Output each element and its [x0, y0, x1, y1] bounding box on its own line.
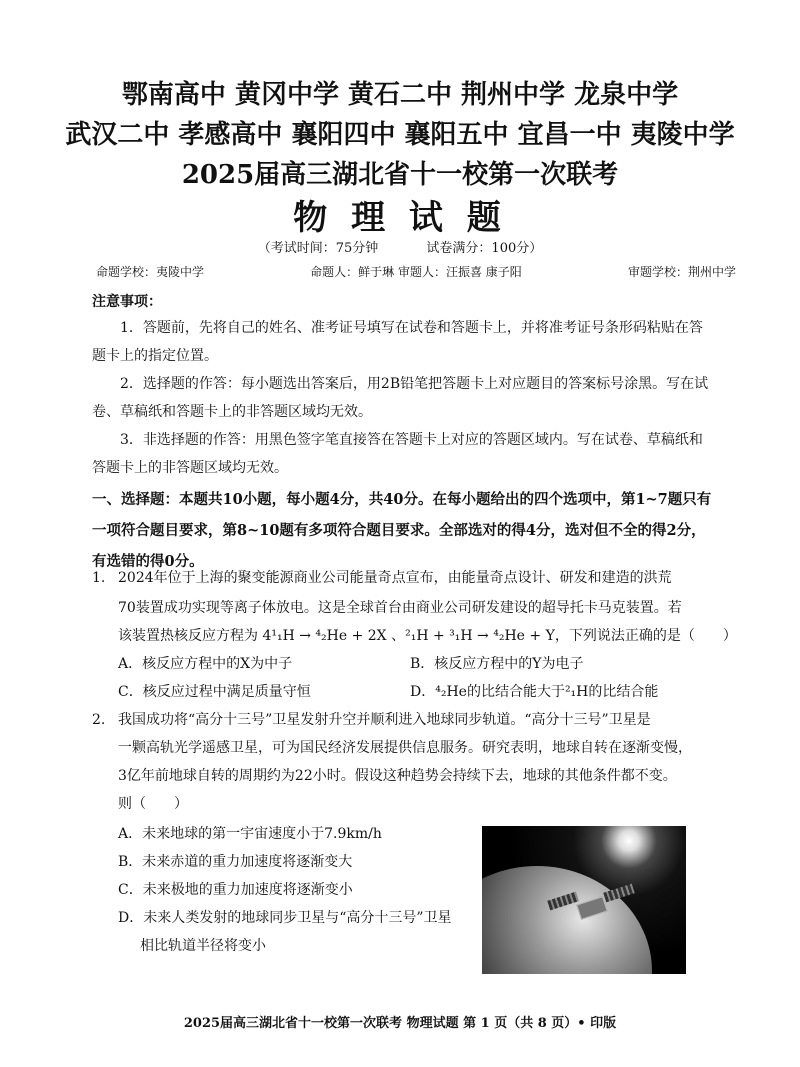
- exam-time: （考试时间：75分钟: [257, 241, 379, 256]
- q2-line-1: 我国成功将“高分十三号”卫星发射升空并顺利进入地球同步轨道。“高分十三号”卫星是: [118, 712, 651, 728]
- q2-number: 2.: [92, 712, 106, 728]
- note-3: 3．非选择题的作答：用黑色签字笔直接答在答题卡上对应的答题区域内。写在试卷、草稿纸和答题卡上的非答题区域均无效。: [92, 432, 703, 476]
- author-names: 命题人：鲜于琳 审题人：汪振喜 康子阳: [310, 265, 522, 279]
- earth-globe: [482, 866, 652, 974]
- q1-option-b: B．核反应方程中的Y为电子: [410, 656, 584, 672]
- q1-line-2: 70装置成功实现等离子体放电。这是全球首台由商业公司研发建设的超导托卡马克装置。若: [118, 600, 682, 616]
- q2-line-3: 3亿年前地球自转的周期约为22小时。假设这种趋势会持续下去，地球的其他条件都不变。: [118, 768, 677, 784]
- author-school: 命题学校：夷陵中学: [96, 265, 205, 279]
- q2-option-a: A．未来地球的第一宇宙速度小于7.9km/h: [118, 826, 382, 842]
- authors-line: [96, 263, 736, 280]
- exam-score: 试卷满分：100分）: [426, 241, 543, 256]
- q1-option-a: A．核反应方程中的X为中子: [118, 656, 293, 672]
- q2-line-4: 则（ ）: [118, 796, 188, 812]
- q1-number: 1.: [92, 570, 106, 586]
- q1-option-c: C．核反应过程中满足质量守恒: [118, 684, 311, 700]
- notes-title: 注意事项：: [92, 294, 162, 310]
- q1-line-1: 2024年位于上海的聚变能源商业公司能量奇点宣布，由能量奇点设计、研发和建造的洪荒: [118, 570, 672, 586]
- q2-option-d: D．未来人类发射的地球同步卫星与“高分十三号”卫星: [118, 910, 452, 926]
- exam-title: 2025届高三湖北省十一校第一次联考: [181, 160, 619, 190]
- note-2: 2．选择题的作答：每小题选出答案后，用2B铅笔把答题卡上对应题目的答案标号涂黑。写在试卷、草稿纸和答题卡上的非答题区域均无效。: [92, 376, 709, 420]
- q1-line-3: 该装置热核反应方程为 4¹₁H → ⁴₂He + 2X 、²₁H + ³₁H → ⁴₂He + Y，下列说法正确的是（ ）: [118, 628, 737, 644]
- q2-line-2: 一颗高轨光学遥感卫星，可为国民经济发展提供信息服务。研究表明，地球自转在逐渐变慢，: [118, 740, 692, 756]
- school-list-1: 鄂南高中 黄冈中学 黄石二中 荆州中学 龙泉中学: [121, 80, 679, 110]
- q1-option-d: D．⁴₂He的比结合能大于²₁H的比结合能: [410, 684, 659, 700]
- q2-option-d-cont: 相比轨道半径将变小: [140, 938, 266, 954]
- school-list-2: 武汉二中 孝感高中 襄阳四中 襄阳五中 宜昌一中 夷陵中学: [65, 120, 735, 150]
- exam-meta: [0, 237, 800, 256]
- section-1-intro: 一、选择题：本题共10小题，每小题4分，共40分。在每小题给出的四个选项中，第1~7题只有一项符合题目要求，第8~10题有多项符合题目要求。全部选对的得4分，选对但不全的得2分，有选错的得0分。: [92, 491, 712, 570]
- subject-title: 物 理 试 题: [293, 198, 507, 238]
- page-footer: 2025届高三湖北省十一校第一次联考 物理试题 第 1 页（共 8 页）• 印版: [183, 1016, 617, 1031]
- q2-option-b: B．未来赤道的重力加速度将逐渐变大: [118, 854, 353, 870]
- q2-option-c: C．未来极地的重力加速度将逐渐变小: [118, 882, 353, 898]
- note-1: 1．答题前，先将自己的姓名、准考证号填写在试卷和答题卡上，并将准考证号条形码粘贴在答题卡上的指定位置。: [92, 320, 703, 364]
- review-school: 审题学校：荆州中学: [627, 265, 736, 279]
- satellite-earth-image: [482, 826, 686, 974]
